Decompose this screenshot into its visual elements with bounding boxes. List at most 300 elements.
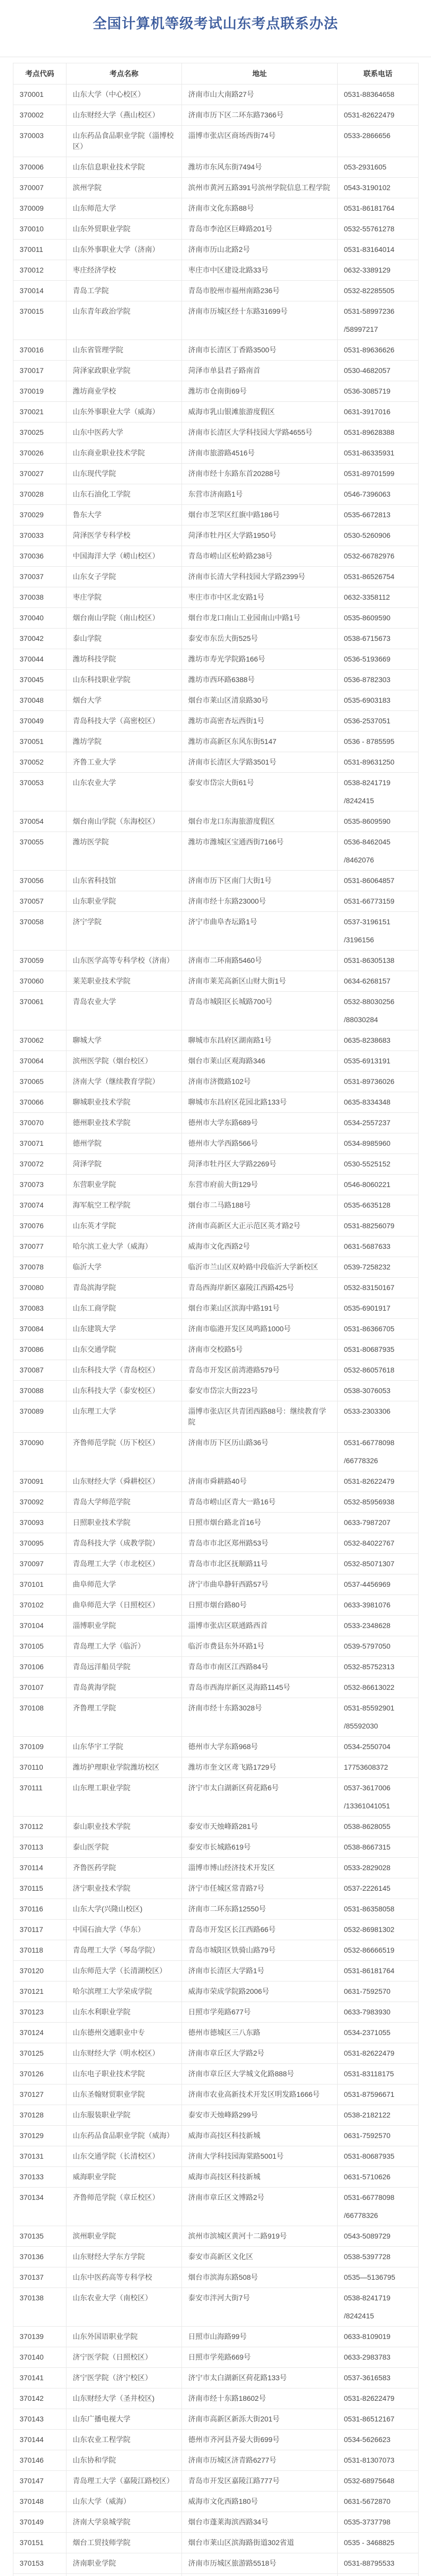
cell-code: 370042 [13, 629, 67, 649]
cell-code: 370070 [13, 1113, 67, 1133]
cell-phone [338, 2288, 419, 2327]
cell-name: 山东大学(兴隆山校区) [67, 1899, 182, 1920]
phone-line-1: 0538-5397728 [344, 2251, 412, 2262]
cell-address: 烟台市滨海东路508号 [182, 2267, 338, 2288]
cell-code: 370051 [13, 732, 67, 752]
cell-name: 齐鲁医药学院 [67, 1858, 182, 1878]
cell-address: 枣庄市中区建设北路33号 [182, 260, 338, 281]
cell-name: 青岛科技大学（高密校区） [67, 711, 182, 732]
phone-line-1: 0633-3981076 [344, 1600, 412, 1611]
cell-code: 370148 [13, 2492, 67, 2512]
cell-address: 烟台市蓬莱海滨西路34号 [182, 2512, 338, 2533]
cell-name: 菏泽家政职业学院 [67, 361, 182, 381]
table-row [13, 105, 419, 126]
cell-address: 威海市荣成学院路2006号 [182, 1981, 338, 2002]
cell-name: 泰山医学院 [67, 1837, 182, 1858]
table-row [13, 587, 419, 608]
phone-line-1: 0535 - 3468825 [344, 2537, 412, 2548]
phone-line-1: 0534-2371055 [344, 2027, 412, 2038]
cell-address: 烟台市芝罘区红旗中路186号 [182, 505, 338, 526]
table-row [13, 690, 419, 711]
cell-address: 济南市舜耕路40号 [182, 1471, 338, 1492]
cell-address: 青岛市城阳区长城路700号 [182, 992, 338, 1030]
cell-address: 东营市府前大街129号 [182, 1175, 338, 1195]
phone-line-1: 0631-5687633 [344, 1241, 412, 1252]
cell-code: 370073 [13, 1175, 67, 1195]
cell-phone [338, 2247, 419, 2267]
cell-code: 370007 [13, 178, 67, 198]
cell-address: 济宁市太白湖新区荷花路6号 [182, 1778, 338, 1817]
phone-line-1: 0531-80687935 [344, 1344, 412, 1355]
cell-code: 370072 [13, 1154, 67, 1175]
cell-name: 山东电子职业技术学院 [67, 2064, 182, 2084]
cell-address: 淄博市张店区联通路西首 [182, 1616, 338, 1636]
cell-phone [338, 1899, 419, 1920]
cell-name: 泰山职业技术学院 [67, 1817, 182, 1837]
cell-address: 青岛市市北区抚顺路11号 [182, 1554, 338, 1574]
table-row [13, 1757, 419, 1778]
cell-name: 济宁医学院（济宁校区） [67, 2368, 182, 2388]
phone-line-1: 0532-84022767 [344, 1538, 412, 1549]
cell-code: 370077 [13, 1236, 67, 1257]
cell-name: 山东师范大学 [67, 198, 182, 219]
cell-code: 370144 [13, 2430, 67, 2450]
phone-line-1: 0531-88256079 [344, 1221, 412, 1231]
phone-line-1: 0531-89736026 [344, 1076, 412, 1087]
cell-code: 370121 [13, 1981, 67, 2002]
cell-code: 370027 [13, 464, 67, 484]
cell-phone [338, 2347, 419, 2368]
cell-address: 德州市齐河县齐晏大街699号 [182, 2430, 338, 2450]
cell-name: 山东中医药大学 [67, 422, 182, 443]
cell-code: 370078 [13, 1257, 67, 1278]
cell-name: 潍坊科技学院 [67, 649, 182, 670]
cell-address: 烟台市二马路188号 [182, 1195, 338, 1216]
phone-line-1: 0534-2550704 [344, 1741, 412, 1752]
cell-name: 济南职业学院 [67, 2553, 182, 2574]
cell-name: 山东理工职业学院 [67, 1778, 182, 1817]
cell-code: 370052 [13, 752, 67, 773]
cell-address: 济南市历城区经十东路31699号 [182, 301, 338, 340]
cell-address: 济南市长清大学科技园大学路2399号 [182, 567, 338, 587]
cell-address: 威海市高技区科技新城 [182, 2167, 338, 2188]
cell-phone [338, 832, 419, 871]
cell-phone [338, 2064, 419, 2084]
cell-address: 济南市莱芜高新区山财大街1号 [182, 971, 338, 992]
phone-line-2: /58997217 [344, 324, 412, 335]
cell-code: 370011 [13, 240, 67, 260]
table-row [13, 1595, 419, 1616]
cell-code: 370139 [13, 2327, 67, 2347]
cell-phone [338, 2533, 419, 2553]
cell-code: 370127 [13, 2084, 67, 2105]
cell-phone [338, 2409, 419, 2430]
cell-name: 菏泽学院 [67, 1154, 182, 1175]
cell-code: 370040 [13, 608, 67, 629]
cell-name: 青岛理工大学（嘉陵江路校区） [67, 2471, 182, 2492]
phone-line-2: /88030284 [344, 1014, 412, 1025]
cell-phone [338, 752, 419, 773]
cell-code: 370146 [13, 2450, 67, 2471]
cell-name: 山东职业学院 [67, 891, 182, 912]
cell-address: 济南市章丘区大学路2号 [182, 2043, 338, 2064]
phone-line-1: 0535-6903183 [344, 695, 412, 706]
cell-address: 济南大学科技园海棠路5001号 [182, 2146, 338, 2167]
cell-phone [338, 1319, 419, 1340]
table-row [13, 891, 419, 912]
cell-address: 菏泽市单县君子路南首 [182, 361, 338, 381]
cell-address: 潍坊市高密杏坛西街1号 [182, 711, 338, 732]
cell-address: 淄博市博山经济技术开发区 [182, 1858, 338, 1878]
cell-phone [338, 2512, 419, 2533]
cell-name: 山东药品食品职业学院（威海） [67, 2126, 182, 2146]
cell-address: 济宁市曲阜杏坛路1号 [182, 912, 338, 951]
cell-phone [338, 670, 419, 690]
cell-address: 济南市旅游路4516号 [182, 443, 338, 464]
cell-address: 日照市烟台路80号 [182, 1595, 338, 1616]
cell-name: 山东建筑大学 [67, 1319, 182, 1340]
table-row [13, 773, 419, 811]
cell-phone [338, 105, 419, 126]
phone-line-1: 0535-6672813 [344, 510, 412, 520]
cell-code: 370107 [13, 1677, 67, 1698]
table-row [13, 2492, 419, 2512]
phone-line-1: 0536-5193669 [344, 654, 412, 665]
cell-address: 济宁市太白湖新区荷花路133号 [182, 2368, 338, 2388]
cell-name: 山东农业工程学院 [67, 2430, 182, 2450]
cell-name: 山东大学（威海） [67, 2492, 182, 2512]
cell-code: 370087 [13, 1360, 67, 1381]
cell-phone [338, 1278, 419, 1298]
cell-code: 370053 [13, 773, 67, 811]
phone-line-1: 0633-7987207 [344, 1517, 412, 1528]
cell-address: 威海市文化西路2号 [182, 1236, 338, 1257]
cell-name: 山东服装职业学院 [67, 2105, 182, 2126]
table-row [13, 422, 419, 443]
cell-phone [338, 1030, 419, 1051]
cell-address: 潍坊市高新区东风东街5147 [182, 732, 338, 752]
table-row [13, 1154, 419, 1175]
cell-phone [338, 1858, 419, 1878]
cell-code: 370055 [13, 832, 67, 871]
phone-line-1: 0532-66782976 [344, 551, 412, 562]
cell-name: 菏泽医学专科学校 [67, 526, 182, 546]
table-row [13, 2574, 419, 2576]
cell-phone [338, 1757, 419, 1778]
table-row [13, 84, 419, 105]
cell-address: 日照市山海路99号 [182, 2327, 338, 2347]
cell-address: 济南市历山北路2号 [182, 240, 338, 260]
cell-name: 滨州职业学院 [67, 2226, 182, 2247]
phone-line-1: 0531-83118175 [344, 2069, 412, 2079]
cell-address: 济南市农业高新技术开发区明发路1666号 [182, 2084, 338, 2105]
cell-phone [338, 84, 419, 105]
cell-code: 370036 [13, 546, 67, 567]
table-row [13, 971, 419, 992]
cell-name: 青岛理工大学（临沂） [67, 1636, 182, 1657]
cell-name: 聊城职业技术学院 [67, 1092, 182, 1113]
cell-phone [338, 1657, 419, 1677]
cell-code [13, 2574, 67, 2576]
table-row [13, 752, 419, 773]
table-row [13, 402, 419, 422]
cell-phone [338, 1616, 419, 1636]
phone-line-1: 0531-89701599 [344, 468, 412, 479]
cell-name: 山东农业大学 [67, 773, 182, 811]
table-row [13, 1513, 419, 1533]
phone-line-1: 0633-8109019 [344, 2331, 412, 2342]
cell-address: 威海市高技区科技新城 [182, 2126, 338, 2146]
table-row [13, 1319, 419, 1340]
cell-phone [338, 2146, 419, 2167]
cell-name: 齐鲁师范学院（历下校区） [67, 1433, 182, 1471]
cell-phone [338, 546, 419, 567]
cell-name: 青岛大学师范学院 [67, 1492, 182, 1513]
table-row [13, 1920, 419, 1940]
cell-phone [338, 2023, 419, 2043]
cell-name: 潍坊医学院 [67, 832, 182, 871]
cell-phone [338, 871, 419, 891]
cell-address: 烟台市莱山区清泉路30号 [182, 690, 338, 711]
cell-code: 370086 [13, 1340, 67, 1360]
table-row [13, 992, 419, 1030]
table-row [13, 2368, 419, 2388]
table-row [13, 1554, 419, 1574]
cell-name: 中国海洋大学（崂山校区） [67, 546, 182, 567]
cell-name: 潍坊学院 [67, 732, 182, 752]
cell-name: 潍坊护理职业学院潍坊校区 [67, 1757, 182, 1778]
cell-address: 青岛市胶州市福州南路236号 [182, 281, 338, 301]
cell-address: 聊城市东昌府区湖南路1号 [182, 1030, 338, 1051]
cell-name: 山东现代学院 [67, 464, 182, 484]
cell-name: 烟台工贸技师学院 [67, 2533, 182, 2553]
phone-line-1: 0632-3358112 [344, 592, 412, 603]
cell-phone [338, 1737, 419, 1757]
cell-code: 370064 [13, 1051, 67, 1072]
cell-name: 山东中医药高等专科学校 [67, 2267, 182, 2288]
cell-address: 潍坊市仓南街69号 [182, 381, 338, 402]
cell-phone [338, 1837, 419, 1858]
cell-name: 青岛理工大学（市北校区） [67, 1554, 182, 1574]
cell-address: 烟台市莱山区滨海中路191号 [182, 1298, 338, 1319]
cell-code: 370133 [13, 2167, 67, 2188]
phone-line-2: /8242415 [344, 795, 412, 806]
phone-line-1: 0631-7592570 [344, 1986, 412, 1997]
phone-line-1: 0546-7396063 [344, 489, 412, 500]
table-row [13, 1236, 419, 1257]
phone-line-1: 0531-89636626 [344, 345, 412, 355]
table-row [13, 2247, 419, 2267]
cell-name: 山东外事职业大学（济南） [67, 240, 182, 260]
cell-phone [338, 1360, 419, 1381]
cell-phone [338, 281, 419, 301]
cell-phone [338, 2430, 419, 2450]
phone-line-1: 0531-80687935 [344, 2151, 412, 2162]
phone-line-1: 0531-82622479 [344, 2393, 412, 2404]
cell-code: 370001 [13, 84, 67, 105]
cell-code: 370029 [13, 505, 67, 526]
table-row [13, 1030, 419, 1051]
cell-name: 山东农业大学（南校区） [67, 2288, 182, 2327]
cell-phone [338, 629, 419, 649]
cell-code: 370071 [13, 1133, 67, 1154]
phone-line-1: 0531-58997236 [344, 306, 412, 317]
cell-address: 潍坊市东风东街7494号 [182, 157, 338, 178]
phone-line-1: 0530-4682057 [344, 365, 412, 376]
phone-line-1: 0531-82622479 [344, 110, 412, 121]
cell-code: 370038 [13, 587, 67, 608]
table-row [13, 1278, 419, 1298]
cell-code: 370028 [13, 484, 67, 505]
cell-phone [338, 2574, 419, 2576]
cell-phone [338, 178, 419, 198]
phone-line-1: 0634-6268157 [344, 976, 412, 987]
cell-code: 370128 [13, 2105, 67, 2126]
cell-phone [338, 526, 419, 546]
phone-line-1: 0533-2866656 [344, 130, 412, 141]
cell-code: 370124 [13, 2023, 67, 2043]
cell-phone [338, 1595, 419, 1616]
cell-name: 山东理工大学 [67, 1401, 182, 1433]
cell-phone [338, 1778, 419, 1817]
phone-line-1: 0532-86981302 [344, 1924, 412, 1935]
cell-code: 370105 [13, 1636, 67, 1657]
table-row [13, 2146, 419, 2167]
table-row [13, 1961, 419, 1981]
cell-phone [338, 2188, 419, 2226]
table-row [13, 811, 419, 832]
cell-phone [338, 1574, 419, 1595]
table-row [13, 240, 419, 260]
table-row [13, 1340, 419, 1360]
cell-address: 济南市历下区南门大街1号 [182, 871, 338, 891]
cell-address: 济南市历城区旅游路5518号 [182, 2553, 338, 2574]
cell-address: 泰安市泮河大街7号 [182, 2288, 338, 2327]
phone-line-1: 0546-8060221 [344, 1179, 412, 1190]
cell-phone [338, 1817, 419, 1837]
cell-code: 370014 [13, 281, 67, 301]
phone-line-1: 0531-82622479 [344, 2048, 412, 2059]
phone-line-1: 0538-8667315 [344, 1842, 412, 1853]
cell-address: 德州市大学西路566号 [182, 1133, 338, 1154]
cell-code: 370037 [13, 567, 67, 587]
table-row [13, 1899, 419, 1920]
table-row [13, 1133, 419, 1154]
cell-address: 泰安市长城路619号 [182, 1837, 338, 1858]
cell-name: 山东广播电视大学 [67, 2409, 182, 2430]
cell-name: 山东医学高等专科学校（济南） [67, 951, 182, 971]
cell-name: 鲁东大学 [67, 505, 182, 526]
table-row [13, 1360, 419, 1381]
table-header [13, 63, 419, 84]
cell-name: 山东师范大学（长清湖校区） [67, 1961, 182, 1981]
cell-name: 山东工商学院 [67, 1298, 182, 1319]
cell-address: 青岛市崂山区青大一路16号 [182, 1492, 338, 1513]
cell-code: 370126 [13, 2064, 67, 2084]
phone-line-1: 0635-8334348 [344, 1097, 412, 1108]
table-row [13, 546, 419, 567]
cell-address: 济南市济微路102号 [182, 1072, 338, 1092]
cell-name: 齐鲁理工学院 [67, 1698, 182, 1737]
cell-name: 齐鲁工业大学 [67, 752, 182, 773]
cell-address: 济南市章丘区文博路2号 [182, 2188, 338, 2226]
phone-line-1: 0537-3616583 [344, 2372, 412, 2383]
cell-code: 370058 [13, 912, 67, 951]
cell-address: 青岛市城阳区铁骑山路79号 [182, 1940, 338, 1961]
cell-name: 哈尔滨工业大学（威海） [67, 1236, 182, 1257]
cell-phone [338, 1636, 419, 1657]
phone-line-1: 0535-3737798 [344, 2517, 412, 2528]
table-row [13, 1257, 419, 1278]
cell-address: 临沂市费县东外环路1号 [182, 1636, 338, 1657]
cell-phone [338, 690, 419, 711]
cell-name: 山东女子学院 [67, 567, 182, 587]
phone-line-1: 0543-5089729 [344, 2231, 412, 2242]
cell-address: 潍坊市寿光学院路166号 [182, 649, 338, 670]
cell-phone [338, 1981, 419, 2002]
phone-line-1: 0537-2226145 [344, 1883, 412, 1894]
table-row [13, 732, 419, 752]
cell-address: 济南市历下区二环东路7366号 [182, 105, 338, 126]
cell-phone [338, 2126, 419, 2146]
cell-code: 370115 [13, 1878, 67, 1899]
cell-phone [338, 649, 419, 670]
cell-phone [338, 1878, 419, 1899]
cell-address: 滨州市黄河五路391号滨州学院信息工程学院 [182, 178, 338, 198]
cell-name: 海军航空工程学院 [67, 1195, 182, 1216]
table-row [13, 1433, 419, 1471]
phone-line-2: /66778326 [344, 2210, 412, 2221]
table-row [13, 1072, 419, 1092]
table-row [13, 505, 419, 526]
phone-line-1: 0531-81307073 [344, 2455, 412, 2466]
phone-line-1: 0531-66778098 [344, 2192, 412, 2203]
phone-line-1: 0531-86305138 [344, 955, 412, 966]
phone-line-1: 0531-86181764 [344, 203, 412, 214]
cell-phone [338, 2492, 419, 2512]
phone-line-1: 0531-86526754 [344, 571, 412, 582]
cell-address: 济宁市任城区常青路7号 [182, 1878, 338, 1899]
cell-code: 370017 [13, 361, 67, 381]
cell-code: 370015 [13, 301, 67, 340]
cell-name: 山东大学（中心校区） [67, 84, 182, 105]
cell-name: 青岛滨海学院 [67, 1278, 182, 1298]
phone-line-2: /13361041051 [344, 1801, 412, 1811]
cell-name: 曲阜师范大学 [67, 1574, 182, 1595]
cell-phone [338, 1113, 419, 1133]
phone-line-1: 0535-8609590 [344, 613, 412, 623]
phone-line-1: 0531-86335931 [344, 448, 412, 459]
cell-phone [338, 340, 419, 361]
cell-code: 370062 [13, 1030, 67, 1051]
phone-line-1: 0538-8241719 [344, 2293, 412, 2303]
cell-name: 山东药品食品职业学院（淄博校区） [67, 126, 182, 157]
cell-phone [338, 402, 419, 422]
cell-code: 370110 [13, 1757, 67, 1778]
phone-line-1: 0532-86666519 [344, 1945, 412, 1956]
phone-line-1: 0531-83164014 [344, 244, 412, 255]
cell-name: 东营职业学院 [67, 1175, 182, 1195]
cell-address: 泰安市岱宗大街223号 [182, 1381, 338, 1401]
cell-phone [338, 992, 419, 1030]
cell-address: 泰安市东岳大街525号 [182, 629, 338, 649]
cell-address: 青岛市市北区郑州路53号 [182, 1533, 338, 1554]
cell-phone [338, 971, 419, 992]
cell-phone [338, 219, 419, 240]
cell-phone [338, 2368, 419, 2388]
cell-phone [338, 443, 419, 464]
cell-code: 370019 [13, 381, 67, 402]
